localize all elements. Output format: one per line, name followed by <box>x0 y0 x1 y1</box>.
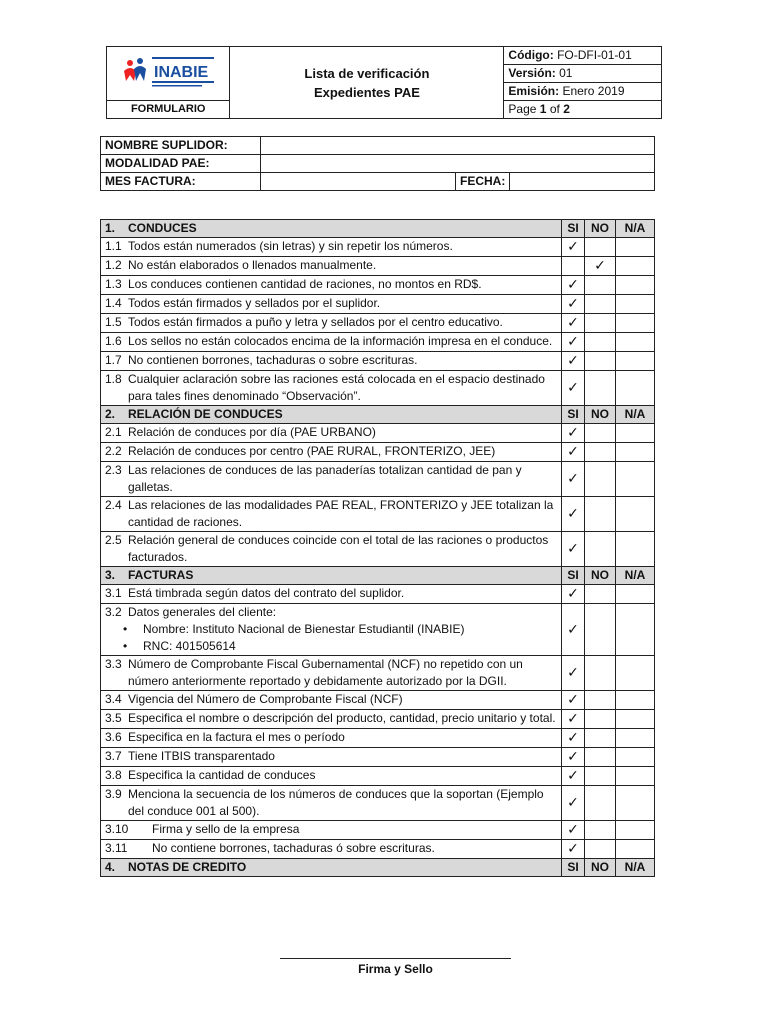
item-number: 3.2 <box>105 605 122 619</box>
checkbox-na[interactable] <box>616 748 655 767</box>
checkbox-na[interactable] <box>616 729 655 748</box>
checklist-item-row <box>101 585 655 604</box>
checkbox-no[interactable] <box>585 257 616 276</box>
signature-label: Firma y Sello <box>358 962 433 976</box>
checkbox-no[interactable] <box>585 840 616 859</box>
item-number: 2.2 <box>105 444 122 458</box>
checkbox-no[interactable] <box>585 729 616 748</box>
checkbox-si[interactable] <box>562 462 585 497</box>
checklist-item-row <box>101 314 655 333</box>
checklist-item <box>101 238 562 257</box>
checkbox-si[interactable] <box>562 691 585 710</box>
item-text: Relación de conduces por centro (PAE RURAL, FRONTERIZO, JEE) <box>128 444 496 458</box>
item-number: 3.11 <box>105 841 128 855</box>
item-number: 3.8 <box>105 768 122 782</box>
item-text: Relación general de conduces coincide con el total de las raciones o productos facturados. <box>128 533 549 564</box>
checkbox-na[interactable] <box>616 691 655 710</box>
checkbox-no[interactable] <box>585 276 616 295</box>
item-text: Número de Comprobante Fiscal Gubernamental (NCF) no repetido con un número anteriormente reportado y debidamente autorizado por la DGII. <box>128 657 523 688</box>
item-number: 1.5 <box>105 315 122 329</box>
checkbox-no[interactable] <box>585 710 616 729</box>
checklist-item-row <box>101 604 655 656</box>
checkbox-no[interactable] <box>585 371 616 406</box>
title-line-2: Expedientes PAE <box>313 84 420 100</box>
checkbox-si[interactable] <box>562 767 585 786</box>
checkmark-icon: ✓ <box>567 585 579 601</box>
item-text: Las relaciones de conduces de las panaderías totalizan cantidad de pan y galletas. <box>128 463 522 494</box>
checklist-item <box>101 840 562 859</box>
item-text: Relación de conduces por día (PAE URBANO) <box>128 425 376 439</box>
checkmark-icon: ✓ <box>567 314 579 330</box>
item-text: Vigencia del Número de Comprobante Fiscal (NCF) <box>128 692 403 706</box>
checklist-item-row <box>101 497 655 532</box>
logo-cell <box>107 47 230 101</box>
checkmark-icon: ✓ <box>567 379 579 395</box>
checklist-item <box>101 257 562 276</box>
column-header-no: NO <box>585 567 616 585</box>
checkmark-icon: ✓ <box>567 295 579 311</box>
checkbox-si[interactable] <box>562 729 585 748</box>
checklist-item <box>101 604 562 656</box>
item-text: Todos están firmados a puño y letra y sellados por el centro educativo. <box>128 315 503 329</box>
checklist-item <box>101 276 562 295</box>
item-text: Especifica en la factura el mes o período <box>128 730 345 744</box>
item-number: 1.1 <box>105 239 122 253</box>
checklist-item-row <box>101 352 655 371</box>
item-number: 2.3 <box>105 463 122 477</box>
checkbox-na[interactable] <box>616 352 655 371</box>
checkbox-si[interactable] <box>562 748 585 767</box>
checklist-item <box>101 767 562 786</box>
checkbox-no[interactable] <box>585 604 616 656</box>
checkbox-si[interactable] <box>562 497 585 532</box>
checklist-item-row <box>101 295 655 314</box>
checkbox-no[interactable] <box>585 443 616 462</box>
form-label: FORMULARIO <box>107 101 230 119</box>
checkbox-si[interactable] <box>562 710 585 729</box>
checkmark-icon: ✓ <box>567 443 579 459</box>
checklist-item <box>101 424 562 443</box>
item-number: 3.5 <box>105 711 122 725</box>
checklist-item-row <box>101 443 655 462</box>
checkbox-no[interactable] <box>585 532 616 567</box>
checklist-item <box>101 295 562 314</box>
column-header-no: NO <box>585 859 616 877</box>
checkbox-no[interactable] <box>585 352 616 371</box>
checkmark-icon: ✓ <box>567 664 579 680</box>
checklist-item <box>101 497 562 532</box>
checkbox-na[interactable] <box>616 333 655 352</box>
version-row: Versión: 01 <box>504 65 662 83</box>
checkmark-icon: ✓ <box>567 748 579 764</box>
checkmark-icon: ✓ <box>567 470 579 486</box>
checkbox-na[interactable] <box>616 238 655 257</box>
mes-field[interactable] <box>261 173 456 191</box>
checkbox-na[interactable] <box>616 767 655 786</box>
checklist-item <box>101 729 562 748</box>
checklist-item-row <box>101 748 655 767</box>
checkmark-icon: ✓ <box>567 691 579 707</box>
mes-label: MES FACTURA: <box>101 173 261 191</box>
item-number: 2.5 <box>105 533 122 547</box>
checkbox-si[interactable] <box>562 786 585 821</box>
checkbox-si[interactable] <box>562 532 585 567</box>
checkbox-no[interactable] <box>585 786 616 821</box>
checkbox-si[interactable] <box>562 333 585 352</box>
checkmark-icon: ✓ <box>567 794 579 810</box>
section-title: 1. CONDUCES <box>101 220 562 238</box>
checkbox-si[interactable] <box>562 276 585 295</box>
column-header-si: SI <box>562 859 585 877</box>
checkbox-na[interactable] <box>616 656 655 691</box>
section-title: 4. NOTAS DE CREDITO <box>101 859 562 877</box>
checklist-item <box>101 352 562 371</box>
checkbox-si[interactable] <box>562 257 585 276</box>
column-header-na: N/A <box>616 406 655 424</box>
page-row: Page 1 of 2 <box>504 101 662 119</box>
checkbox-na[interactable] <box>616 257 655 276</box>
checklist-item <box>101 656 562 691</box>
item-text: Tiene ITBIS transparentado <box>128 749 275 763</box>
checkbox-na[interactable] <box>616 532 655 567</box>
checkbox-na[interactable] <box>616 314 655 333</box>
checklist-item-row <box>101 710 655 729</box>
checkmark-icon: ✓ <box>567 238 579 254</box>
document-header <box>106 46 662 119</box>
checkbox-na[interactable] <box>616 604 655 656</box>
checklist-item-row <box>101 691 655 710</box>
checkbox-si[interactable] <box>562 656 585 691</box>
checkbox-no[interactable] <box>585 238 616 257</box>
item-text: No contiene borrones, tachaduras ó sobre escrituras. <box>152 841 435 855</box>
item-text: Especifica el nombre o descripción del producto, cantidad, precio unitario y total. <box>128 711 556 725</box>
column-header-na: N/A <box>616 220 655 238</box>
checkbox-si[interactable] <box>562 314 585 333</box>
checkbox-si[interactable] <box>562 840 585 859</box>
checklist-item-row <box>101 333 655 352</box>
item-text: Especifica la cantidad de conduces <box>128 768 316 782</box>
section-header-row <box>101 567 655 585</box>
item-text: No están elaborados o llenados manualmente. <box>128 258 377 272</box>
supplier-info-table <box>100 136 655 191</box>
item-number: 3.1 <box>105 586 122 600</box>
checkmark-icon: ✓ <box>567 767 579 783</box>
checklist-item-row <box>101 257 655 276</box>
item-number: 1.4 <box>105 296 122 310</box>
signature-line <box>280 958 511 959</box>
item-number: 3.9 <box>105 787 122 801</box>
column-header-na: N/A <box>616 567 655 585</box>
checkbox-no[interactable] <box>585 424 616 443</box>
checklist-item <box>101 585 562 604</box>
checkbox-si[interactable] <box>562 424 585 443</box>
item-number: 3.7 <box>105 749 122 763</box>
item-number: 1.2 <box>105 258 122 272</box>
column-header-si: SI <box>562 567 585 585</box>
emision-row: Emisión: Enero 2019 <box>504 83 662 101</box>
checkmark-icon: ✓ <box>567 620 579 637</box>
checkbox-si[interactable] <box>562 352 585 371</box>
checkbox-na[interactable] <box>616 371 655 406</box>
item-text: No contienen borrones, tachaduras o sobre escrituras. <box>128 353 418 367</box>
item-text: Los sellos no están colocados encima de la información impresa en el conduce. <box>128 334 553 348</box>
column-header-no: NO <box>585 406 616 424</box>
checklist-item <box>101 786 562 821</box>
checkmark-icon: ✓ <box>567 540 579 556</box>
item-number: 1.7 <box>105 353 122 367</box>
column-header-na: N/A <box>616 859 655 877</box>
item-number: 2.1 <box>105 425 122 439</box>
checklist-item-row <box>101 424 655 443</box>
item-text: Cualquier aclaración sobre las raciones está colocada en el espacio destinado para tales fines denominado “Observación”. <box>128 372 545 403</box>
checklist-item-row <box>101 238 655 257</box>
column-header-no: NO <box>585 220 616 238</box>
item-text: Las relaciones de las modalidades PAE REAL, FRONTERIZO y JEE totalizan la cantidad de raciones. <box>128 498 554 529</box>
item-text: Está timbrada según datos del contrato del suplidor. <box>128 586 405 600</box>
checklist-item <box>101 532 562 567</box>
modalidad-field[interactable] <box>261 155 655 173</box>
item-number: 2.4 <box>105 498 122 512</box>
bullet-item: • RNC: 401505614 <box>123 639 236 653</box>
checkbox-no[interactable] <box>585 462 616 497</box>
checkbox-si[interactable] <box>562 443 585 462</box>
checkmark-icon: ✓ <box>567 424 579 440</box>
checkbox-no[interactable] <box>585 295 616 314</box>
checkbox-na[interactable] <box>616 443 655 462</box>
modalidad-label: MODALIDAD PAE: <box>101 155 261 173</box>
checkbox-na[interactable] <box>616 295 655 314</box>
section-title: 3. FACTURAS <box>101 567 562 585</box>
checklist-item <box>101 691 562 710</box>
checkbox-no[interactable] <box>585 767 616 786</box>
checkbox-no[interactable] <box>585 585 616 604</box>
checkbox-na[interactable] <box>616 821 655 840</box>
item-number: 3.3 <box>105 657 122 671</box>
checklist-item-row <box>101 371 655 406</box>
checkbox-no[interactable] <box>585 314 616 333</box>
codigo-row: Código: FO-DFI-01-01 <box>504 47 662 65</box>
checkmark-icon: ✓ <box>567 840 579 856</box>
checkbox-si[interactable] <box>562 604 585 656</box>
checkbox-si[interactable] <box>562 821 585 840</box>
checklist-item <box>101 462 562 497</box>
checkbox-na[interactable] <box>616 710 655 729</box>
checkmark-icon: ✓ <box>567 276 579 292</box>
item-number: 3.4 <box>105 692 122 706</box>
checklist-item <box>101 821 562 840</box>
checkbox-na[interactable] <box>616 462 655 497</box>
checklist-item <box>101 371 562 406</box>
suplidor-field[interactable] <box>261 137 655 155</box>
checklist-item-row <box>101 276 655 295</box>
checkbox-si[interactable] <box>562 238 585 257</box>
item-number: 1.6 <box>105 334 122 348</box>
fecha-label: FECHA: <box>456 173 510 191</box>
checkbox-si[interactable] <box>562 585 585 604</box>
checklist-item-row <box>101 840 655 859</box>
form-title <box>230 47 504 119</box>
column-header-si: SI <box>562 406 585 424</box>
checkbox-no[interactable] <box>585 691 616 710</box>
checkmark-icon: ✓ <box>594 257 606 273</box>
item-number: 3.10 <box>105 822 129 836</box>
item-number: 1.3 <box>105 277 122 291</box>
column-header-si: SI <box>562 220 585 238</box>
checklist-table <box>100 219 655 877</box>
suplidor-label: NOMBRE SUPLIDOR: <box>101 137 261 155</box>
checkmark-icon: ✓ <box>567 821 579 837</box>
section-header-row <box>101 859 655 877</box>
checklist-item-row <box>101 767 655 786</box>
item-text: Menciona la secuencia de los números de conduces que la soportan (Ejemplo del conduce 001 al 500). <box>128 787 544 818</box>
checkbox-si[interactable] <box>562 371 585 406</box>
checkmark-icon: ✓ <box>567 710 579 726</box>
checklist-item <box>101 443 562 462</box>
section-title: 2. RELACIÓN DE CONDUCES <box>101 406 562 424</box>
inabie-logo-icon <box>118 51 218 91</box>
checklist-item-row <box>101 462 655 497</box>
checkbox-na[interactable] <box>616 585 655 604</box>
item-text: Datos generales del cliente: <box>128 605 277 619</box>
item-number: 3.6 <box>105 730 122 744</box>
checkbox-si[interactable] <box>562 295 585 314</box>
checklist-item <box>101 333 562 352</box>
checklist-item-row <box>101 786 655 821</box>
checkmark-icon: ✓ <box>567 729 579 745</box>
item-text: Todos están numerados (sin letras) y sin repetir los números. <box>128 239 453 253</box>
checklist-item-row <box>101 821 655 840</box>
checkmark-icon: ✓ <box>567 505 579 521</box>
checkbox-no[interactable] <box>585 748 616 767</box>
checkbox-na[interactable] <box>616 424 655 443</box>
checkbox-na[interactable] <box>616 497 655 532</box>
item-text: Todos están firmados y sellados por el suplidor. <box>128 296 381 310</box>
checklist-item <box>101 710 562 729</box>
checkbox-na[interactable] <box>616 276 655 295</box>
checkmark-icon: ✓ <box>567 352 579 368</box>
checkbox-na[interactable] <box>616 840 655 859</box>
bullet-item: • Nombre: Instituto Nacional de Bienestar Estudiantil (INABIE) <box>123 622 465 636</box>
checklist-item <box>101 314 562 333</box>
item-text: Los conduces contienen cantidad de raciones, no montos en RD$. <box>128 277 482 291</box>
checkbox-no[interactable] <box>585 656 616 691</box>
section-header-row <box>101 406 655 424</box>
checkbox-no[interactable] <box>585 497 616 532</box>
logo-wordmark: INABIE <box>154 64 209 81</box>
checkbox-na[interactable] <box>616 786 655 821</box>
checklist-item-row <box>101 729 655 748</box>
title-line-1: Lista de verificación <box>304 65 430 81</box>
fecha-field[interactable] <box>510 173 655 191</box>
item-text: Firma y sello de la empresa <box>152 822 300 836</box>
checklist-item-row <box>101 656 655 691</box>
checklist-item <box>101 748 562 767</box>
section-header-row <box>101 220 655 238</box>
checkbox-no[interactable] <box>585 333 616 352</box>
checkmark-icon: ✓ <box>567 333 579 349</box>
item-number: 1.8 <box>105 372 122 386</box>
checklist-item-row <box>101 532 655 567</box>
checkbox-no[interactable] <box>585 821 616 840</box>
